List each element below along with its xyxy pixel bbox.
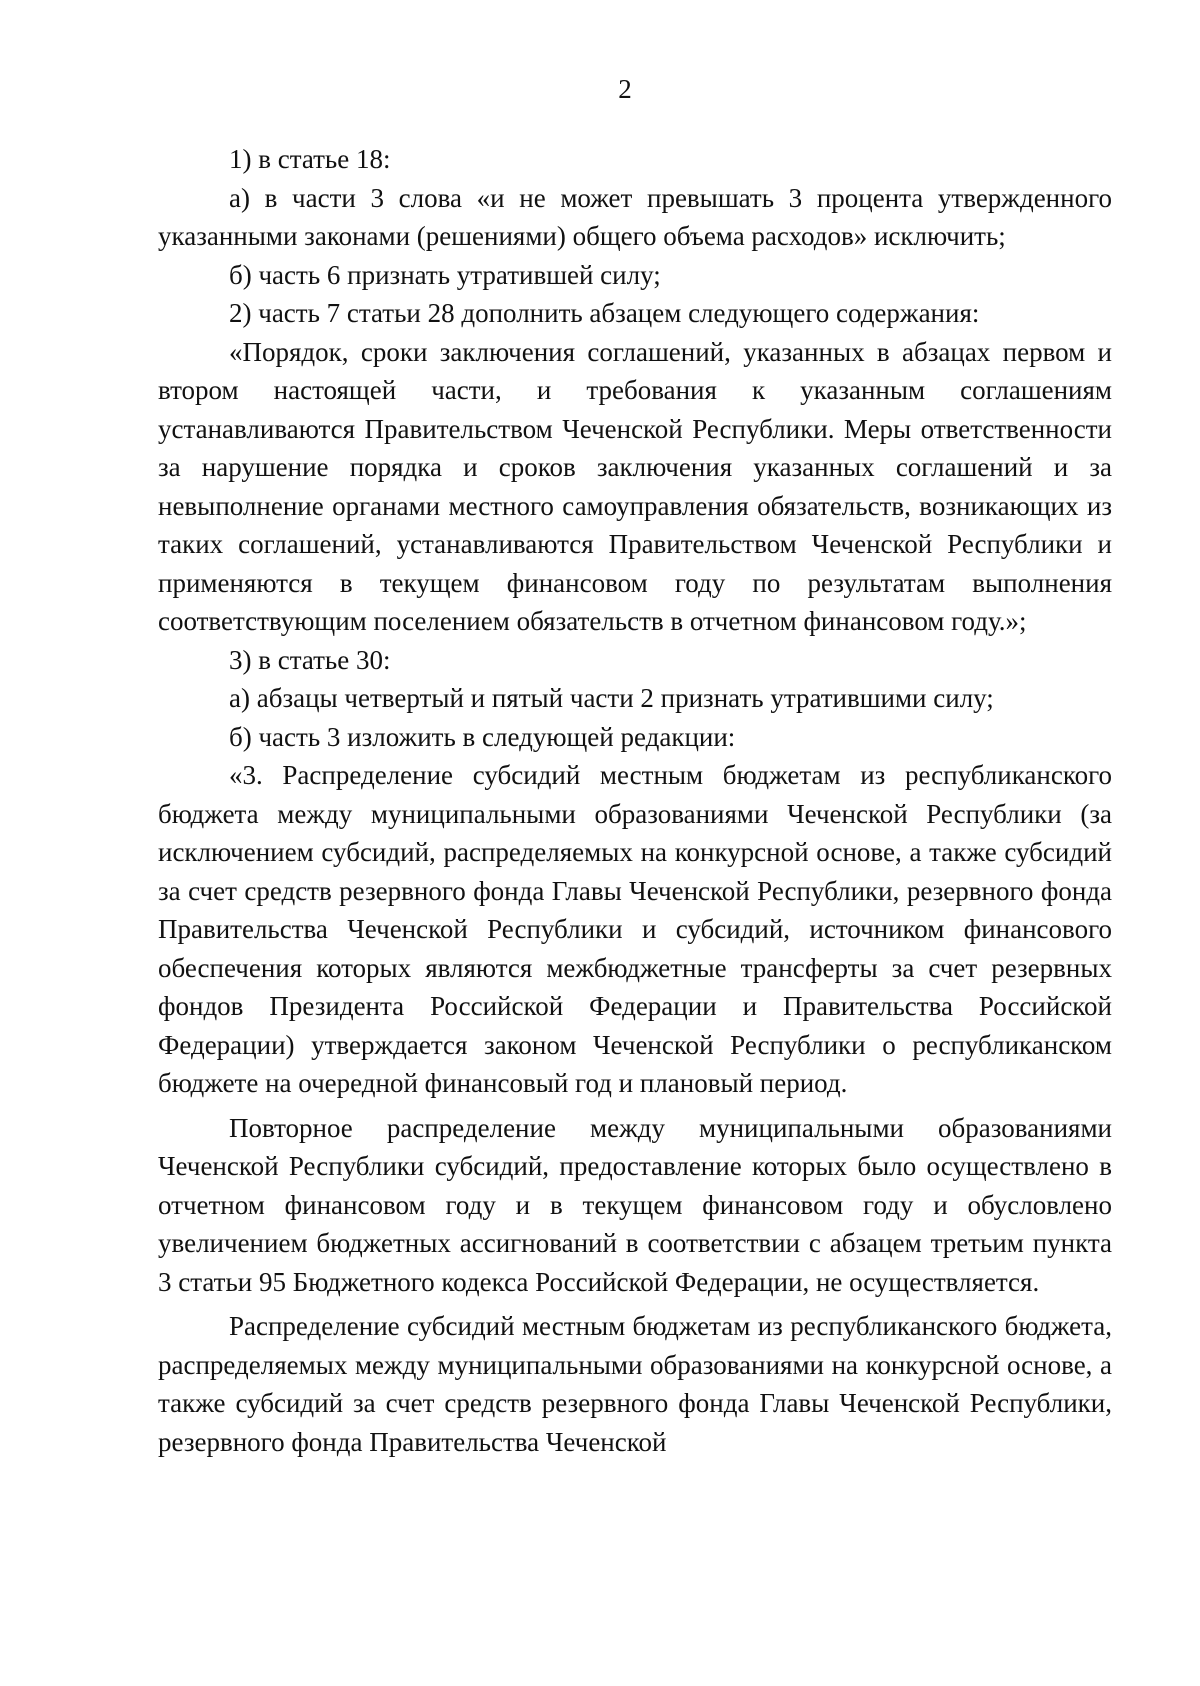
paragraph-quoted-part-3: «3. Распределение субсидий местным бюджетам из республиканского бюджета между муниципальными образованиями Чеченской Республики (за исключением субсидий, распределяемых на конкурсной основе, а также субсидий за счет средств резервного фонда Главы Чеченской Республики, резервного фонда Правительства Чеченской Республики и субсидий, источником финансового обеспечения которых являются межбюджетные трансферты за счет резервных фондов Президента Российской Федерации и Правительства Российской Федерации) утверждается законом Чеченской Республики о республиканском бюджете на очередной финансовый год и плановый период. [158,760,1112,1098]
paragraph-item-3-article-30: 3) в статье 30: [229,644,391,675]
paragraph-item-1-article-18: 1) в статье 18: [229,144,391,174]
page-number: 2 [618,74,632,104]
paragraph-competitive-distribution: Распределение субсидий местным бюджетам из республиканского бюджета, распределяемых между муниципальными образованиями на конкурсной основе, а также субсидий за счет средств резервного фонда Главы Чеченской Республики, резервного фонда Правительства Чеченской [158,1311,1112,1457]
paragraph-subitem-a-part-2: а) абзацы четвертый и пятый части 2 признать утратившими силу; [229,683,994,713]
paragraph-subitem-b-part-3: б) часть 3 изложить в следующей редакции: [229,721,736,752]
paragraph-redistribution: Повторное распределение между муниципальными образованиями Чеченской Республики субсидий, предоставление которых было осуществлено в отчетном финансовом году и в текущем финансовом году и обусловлено увеличением бюджетных ассигнований в соответствии с абзацем третьим пункта 3 статьи 95 Бюджетного кодекса Российской Федерации, не осуществляется. [158,1112,1112,1297]
paragraph-subitem-a-part-3: а) в части 3 слова «и не может превышать 3 процента утвержденного указанными законами (решениями) общего объема расходов» исключить; [158,182,1112,251]
document-body [158,140,1112,1461]
paragraph-quoted-procedure: «Порядок, сроки заключения соглашений, указанных в абзацах первом и втором настоящей части, и требования к указанным соглашениям устанавливаются Правительством Чеченской Республики. Меры ответственности за нарушение порядка и сроков заключения указанных соглашений и за невыполнение органами местного самоуправления обязательств, возникающих из таких соглашений, устанавливаются Правительством Чеченской Республики и применяются в текущем финансовом году по результатам выполнения соответствующим поселением обязательств в отчетном финансовом году.»; [158,336,1112,636]
paragraph-subitem-b-part-6: б) часть 6 признать утратившей силу; [229,259,661,290]
paragraph-item-2-article-28: 2) часть 7 статьи 28 дополнить абзацем следующего содержания: [229,298,980,328]
